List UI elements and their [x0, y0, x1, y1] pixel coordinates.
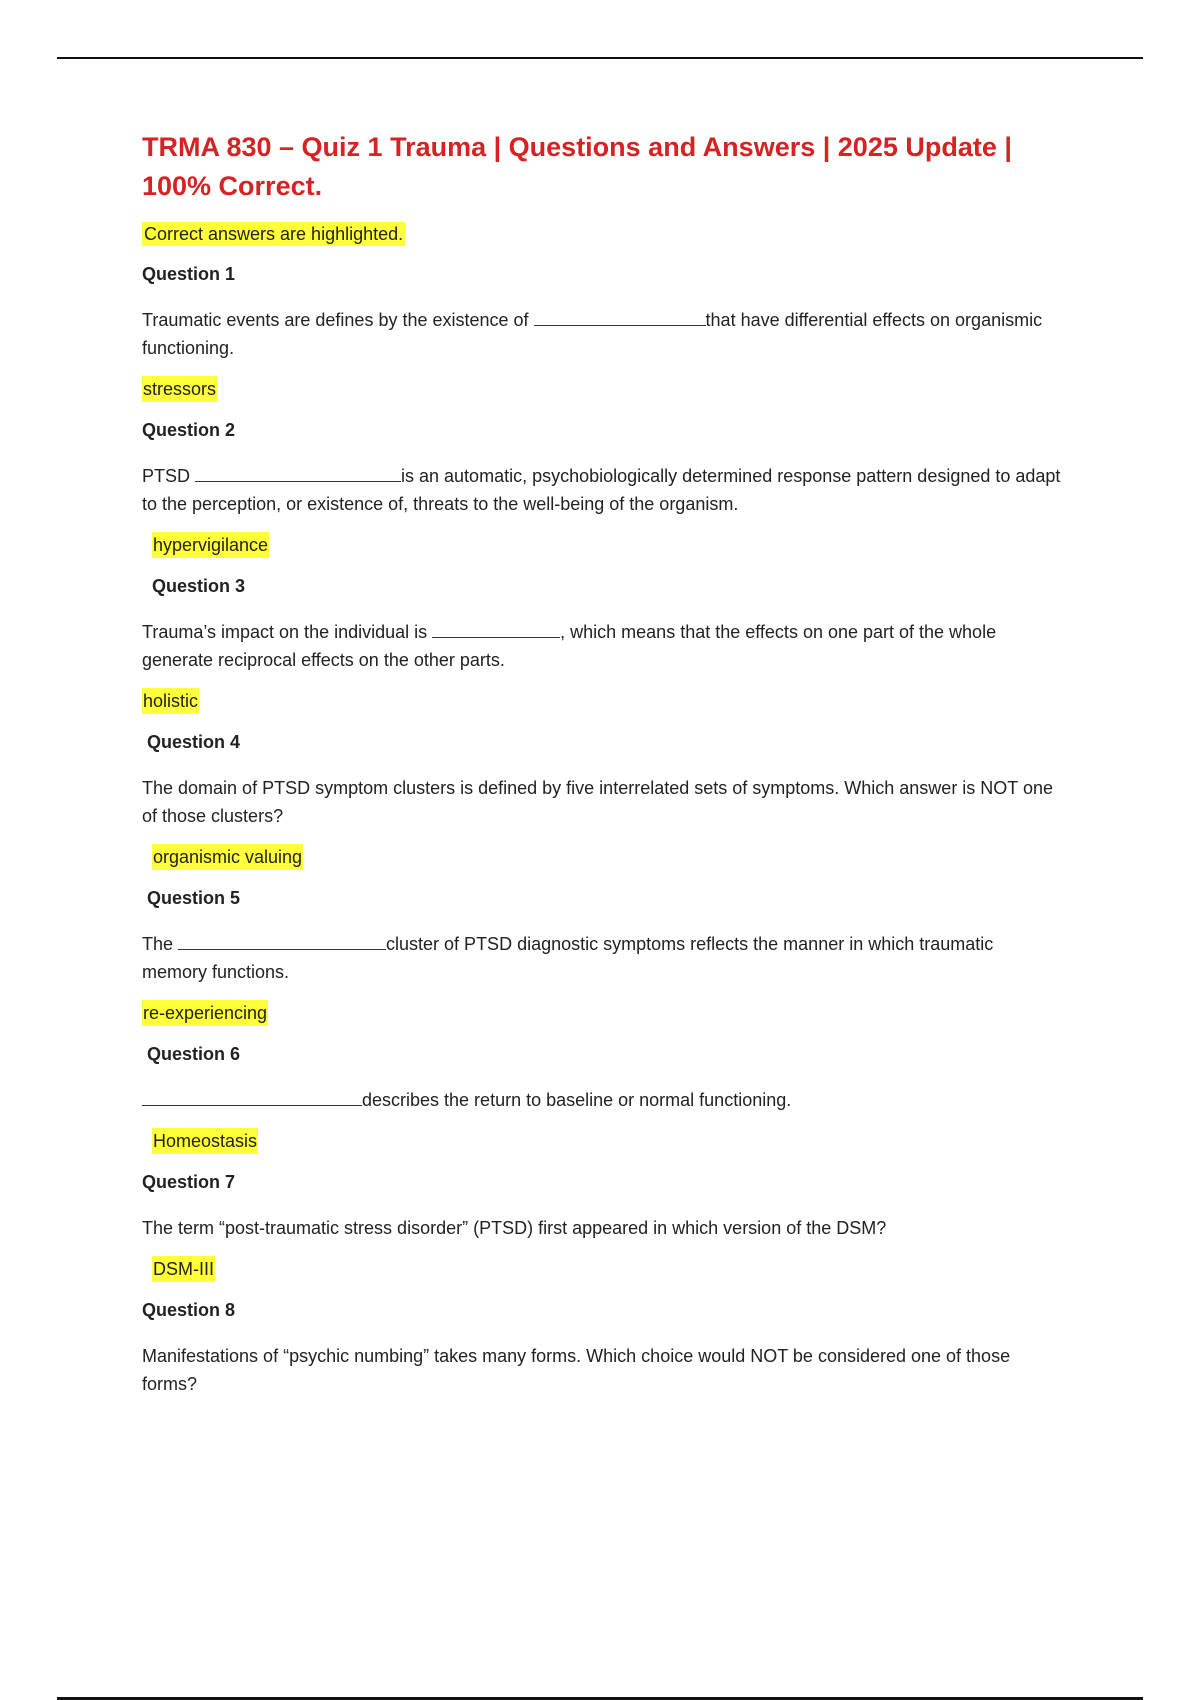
question-2-before: PTSD: [142, 466, 196, 486]
question-7-text: The term “post-traumatic stress disorder” (PTSD) first appeared in which version of the DSM?: [142, 1218, 887, 1238]
question-6-answer: Homeostasis: [152, 1128, 258, 1154]
question-4-heading: Question 4: [147, 732, 241, 752]
question-5-after: cluster of PTSD diagnostic symptoms reflects the manner in which traumatic memory functions.: [142, 934, 994, 982]
question-6-after: describes the return to baseline or normal functioning.: [362, 1090, 792, 1110]
question-4-answer-wrap: [152, 844, 1062, 872]
question-3-heading: Question 3: [152, 576, 246, 596]
question-1-after: that have differential effects on organismic functioning.: [142, 310, 1043, 358]
document-title: TRMA 830 – Quiz 1 Trauma | Questions and Answers | 2025 Update | 100% Correct.: [142, 132, 1012, 201]
question-1-answer-wrap: [142, 376, 1062, 404]
question-1-heading: Question 1: [142, 264, 236, 284]
question-3-text: [142, 618, 1062, 674]
question-5-answer: re-experiencing: [142, 1000, 268, 1026]
document-body: [142, 128, 1062, 1412]
question-3-answer-wrap: [142, 688, 1062, 716]
question-1-answer: stressors: [142, 376, 217, 402]
question-5-text: [142, 930, 1062, 986]
question-4-text: The domain of PTSD symptom clusters is defined by five interrelated sets of symptoms. Which answer is NOT one of those clusters?: [142, 778, 1054, 826]
question-6-answer-wrap: [152, 1128, 1062, 1156]
question-8-text: Manifestations of “psychic numbing” takes many forms. Which choice would NOT be considered one of those forms?: [142, 1346, 1011, 1394]
question-3-blank: [432, 619, 560, 638]
top-rule: [57, 57, 1143, 59]
question-2-answer-wrap: [152, 532, 1062, 560]
question-7-answer-wrap: [152, 1256, 1062, 1284]
question-1-text: [142, 306, 1062, 362]
question-2-blank: [195, 463, 401, 482]
question-3-after: , which means that the effects on one part of the whole generate reciprocal effects on the other parts.: [142, 622, 997, 670]
question-2-after: is an automatic, psychobiologically determined response pattern designed to adapt to the perception, or existence of, threats to the well-being of the organism.: [142, 466, 1061, 514]
question-8-heading: Question 8: [142, 1300, 236, 1320]
question-7-answer: DSM-III: [152, 1256, 215, 1282]
question-3-answer: holistic: [142, 688, 199, 714]
question-6-heading: Question 6: [147, 1044, 241, 1064]
question-2-answer: hypervigilance: [152, 532, 269, 558]
question-5-heading: Question 5: [147, 888, 241, 908]
question-6-blank: [142, 1087, 362, 1106]
question-4-answer: organismic valuing: [152, 844, 303, 870]
question-2-text: [142, 462, 1062, 518]
question-6-text: [142, 1086, 1062, 1114]
question-2-heading: Question 2: [142, 420, 236, 440]
question-1-blank: [534, 307, 706, 326]
question-3-before: Trauma’s impact on the individual is: [142, 622, 433, 642]
highlight-note: Correct answers are highlighted.: [144, 224, 404, 244]
question-5-answer-wrap: [142, 1000, 1062, 1028]
question-5-before: The: [142, 934, 179, 954]
note-wrap: [142, 222, 1062, 248]
question-5-blank: [178, 931, 386, 950]
question-7-heading: Question 7: [142, 1172, 236, 1192]
question-1-before: Traumatic events are defines by the existence of: [142, 310, 534, 330]
